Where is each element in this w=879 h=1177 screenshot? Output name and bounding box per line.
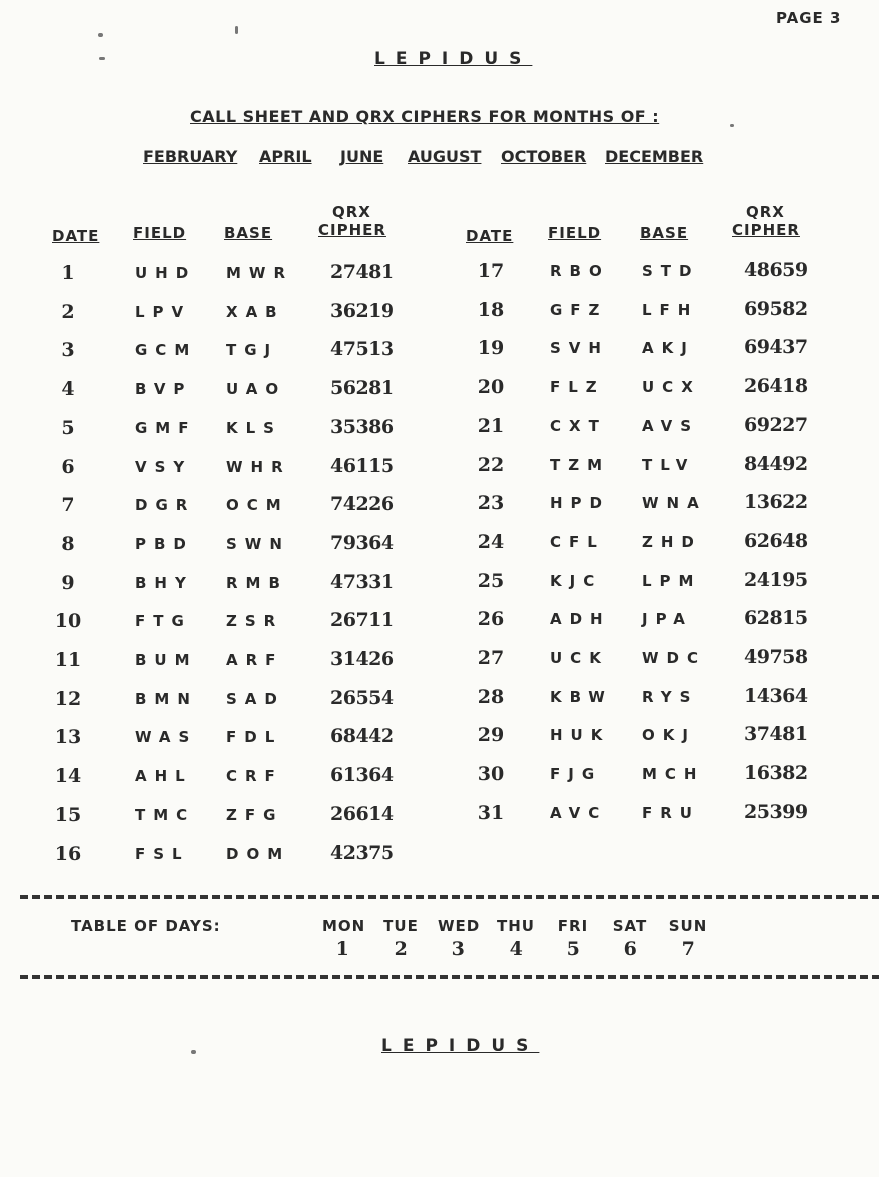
row-field-code: HUK: [550, 726, 611, 744]
month-label: OCTOBER: [501, 147, 587, 166]
month-label: AUGUST: [408, 147, 482, 166]
row-date: 18: [477, 299, 505, 321]
row-date: 15: [54, 804, 82, 826]
row-date: 12: [54, 688, 82, 710]
row-cipher: 69227: [744, 414, 808, 436]
row-cipher: 24195: [744, 569, 808, 591]
speck-mark: [99, 57, 105, 60]
date-header: DATE: [466, 227, 514, 245]
row-field-code: CXT: [550, 417, 607, 435]
row-date: 20: [477, 376, 505, 398]
row-field-code: RBO: [550, 262, 610, 280]
row-cipher: 68442: [330, 725, 394, 747]
row-cipher: 31426: [330, 648, 394, 670]
date-header: DATE: [52, 227, 100, 245]
row-base-code: AVS: [642, 417, 700, 435]
row-date: 9: [61, 572, 75, 594]
speck-mark: [191, 1050, 196, 1054]
row-date: 8: [61, 533, 75, 555]
row-field-code: GFZ: [550, 301, 608, 319]
row-date: 30: [477, 763, 505, 785]
row-cipher: 62815: [744, 607, 808, 629]
day-number: 5: [566, 938, 580, 960]
row-field-code: SVH: [550, 339, 609, 357]
row-cipher: 79364: [330, 532, 394, 554]
row-cipher: 47513: [330, 338, 394, 360]
row-base-code: SWN: [226, 535, 290, 553]
dashed-divider-bottom: [20, 975, 879, 979]
row-base-code: SAD: [226, 690, 285, 708]
row-base-code: LFH: [642, 301, 699, 319]
day-number: 3: [451, 938, 465, 960]
base-header: BASE: [640, 224, 689, 242]
row-base-code: UAO: [226, 380, 287, 398]
row-date: 4: [61, 378, 75, 400]
row-cipher: 62648: [744, 530, 808, 552]
row-base-code: TGJ: [226, 341, 279, 359]
row-field-code: KBW: [550, 688, 613, 706]
row-cipher: 74226: [330, 493, 394, 515]
row-field-code: UCK: [550, 649, 609, 667]
day-name: SUN: [668, 917, 708, 935]
row-date: 2: [61, 301, 75, 323]
row-date: 6: [61, 456, 75, 478]
row-field-code: BVP: [135, 380, 193, 398]
day-number: 1: [335, 938, 349, 960]
row-cipher: 46115: [330, 455, 394, 477]
row-cipher: 37481: [744, 723, 808, 745]
row-field-code: WAS: [135, 728, 198, 746]
row-field-code: BUM: [135, 651, 198, 669]
row-field-code: BMN: [135, 690, 198, 708]
row-cipher: 27481: [330, 261, 394, 283]
row-base-code: MCH: [642, 765, 705, 783]
row-cipher: 25399: [744, 801, 808, 823]
row-field-code: AVC: [550, 804, 608, 822]
row-base-code: OKJ: [642, 726, 696, 744]
row-date: 7: [61, 494, 75, 516]
row-field-code: FSL: [135, 845, 190, 863]
row-field-code: GCM: [135, 341, 198, 359]
row-cipher: 26614: [330, 803, 394, 825]
row-field-code: TMC: [135, 806, 196, 824]
subtitle: CALL SHEET AND QRX CIPHERS FOR MONTHS OF :: [190, 107, 660, 126]
row-field-code: DGR: [135, 496, 196, 514]
row-field-code: FLZ: [550, 378, 605, 396]
row-field-code: TZM: [550, 456, 611, 474]
row-field-code: GMF: [135, 419, 197, 437]
row-cipher: 69437: [744, 336, 808, 358]
cipher-header: CIPHER: [732, 221, 800, 239]
page-number: PAGE 3: [776, 9, 842, 27]
base-header: BASE: [224, 224, 273, 242]
month-label: APRIL: [259, 147, 312, 166]
table-of-days-label: TABLE OF DAYS:: [71, 917, 221, 935]
row-date: 24: [477, 531, 505, 553]
row-base-code: OCM: [226, 496, 289, 514]
day-name: TUE: [383, 917, 419, 935]
month-label: DECEMBER: [605, 147, 704, 166]
row-cipher: 42375: [330, 842, 394, 864]
row-base-code: ZSR: [226, 612, 284, 630]
row-field-code: ADH: [550, 610, 611, 628]
row-base-code: FDL: [226, 728, 283, 746]
cipher-header: CIPHER: [318, 221, 386, 239]
day-number: 6: [623, 938, 637, 960]
row-base-code: XAB: [226, 303, 285, 321]
row-base-code: DOM: [226, 845, 291, 863]
row-date: 3: [61, 339, 75, 361]
row-date: 25: [477, 570, 505, 592]
dashed-divider-top: [20, 895, 879, 899]
row-date: 23: [477, 492, 505, 514]
day-name: WED: [438, 917, 481, 935]
row-date: 16: [54, 843, 82, 865]
row-base-code: ZFG: [226, 806, 284, 824]
field-header: FIELD: [133, 224, 187, 242]
row-date: 10: [54, 610, 82, 632]
row-cipher: 35386: [330, 416, 394, 438]
row-date: 13: [54, 726, 82, 748]
row-cipher: 49758: [744, 646, 808, 668]
row-cipher: 26554: [330, 687, 394, 709]
row-base-code: STD: [642, 262, 700, 280]
row-base-code: MWR: [226, 264, 294, 282]
row-base-code: LPM: [642, 572, 702, 590]
row-base-code: AKJ: [642, 339, 695, 357]
row-base-code: WHR: [226, 458, 291, 476]
row-base-code: JPA: [642, 610, 693, 628]
row-date: 31: [477, 802, 505, 824]
row-base-code: UCX: [642, 378, 701, 396]
row-cipher: 36219: [330, 300, 394, 322]
row-date: 22: [477, 454, 505, 476]
day-name: SAT: [612, 917, 648, 935]
row-cipher: 61364: [330, 764, 394, 786]
row-date: 21: [477, 415, 505, 437]
row-cipher: 48659: [744, 259, 808, 281]
row-field-code: HPD: [550, 494, 610, 512]
row-base-code: KLS: [226, 419, 282, 437]
speck-mark: [235, 26, 238, 34]
row-base-code: ZHD: [642, 533, 702, 551]
qrx-header: QRX: [332, 203, 371, 221]
row-date: 14: [54, 765, 82, 787]
day-number: 7: [681, 938, 695, 960]
row-base-code: ARF: [226, 651, 284, 669]
day-number: 4: [509, 938, 523, 960]
row-date: 26: [477, 608, 505, 630]
speck-mark: [730, 124, 734, 127]
row-cipher: 69582: [744, 298, 808, 320]
page-title: LEPIDUS: [374, 49, 533, 69]
row-cipher: 26711: [330, 609, 394, 631]
row-base-code: RMB: [226, 574, 288, 592]
day-name: MON: [322, 917, 366, 935]
row-date: 5: [61, 417, 75, 439]
field-header: FIELD: [548, 224, 602, 242]
row-date: 28: [477, 686, 505, 708]
row-date: 1: [61, 262, 75, 284]
row-base-code: WDC: [642, 649, 707, 667]
row-field-code: FJG: [550, 765, 603, 783]
day-name: FRI: [557, 917, 589, 935]
month-label: JUNE: [340, 147, 384, 166]
row-cipher: 14364: [744, 685, 808, 707]
row-base-code: FRU: [642, 804, 700, 822]
row-field-code: AHL: [135, 767, 193, 785]
row-cipher: 47331: [330, 571, 394, 593]
row-field-code: LPV: [135, 303, 192, 321]
row-field-code: FTG: [135, 612, 192, 630]
row-base-code: WNA: [642, 494, 707, 512]
row-cipher: 13622: [744, 491, 808, 513]
row-field-code: KJC: [550, 572, 603, 590]
row-cipher: 56281: [330, 377, 394, 399]
row-base-code: RYS: [642, 688, 699, 706]
speck-mark: [98, 33, 103, 37]
row-cipher: 84492: [744, 453, 808, 475]
row-base-code: CRF: [226, 767, 283, 785]
day-number: 2: [394, 938, 408, 960]
day-name: THU: [497, 917, 535, 935]
row-field-code: BHY: [135, 574, 194, 592]
month-label: FEBRUARY: [143, 147, 238, 166]
row-field-code: VSY: [135, 458, 193, 476]
row-date: 27: [477, 647, 505, 669]
row-date: 11: [54, 649, 82, 671]
qrx-header: QRX: [746, 203, 785, 221]
footer-title: LEPIDUS: [381, 1036, 540, 1056]
row-date: 29: [477, 724, 505, 746]
row-date: 17: [477, 260, 505, 282]
row-field-code: UHD: [135, 264, 197, 282]
row-date: 19: [477, 337, 505, 359]
row-base-code: TLV: [642, 456, 696, 474]
row-cipher: 16382: [744, 762, 808, 784]
row-field-code: PBD: [135, 535, 194, 553]
row-field-code: CFL: [550, 533, 605, 551]
row-cipher: 26418: [744, 375, 808, 397]
